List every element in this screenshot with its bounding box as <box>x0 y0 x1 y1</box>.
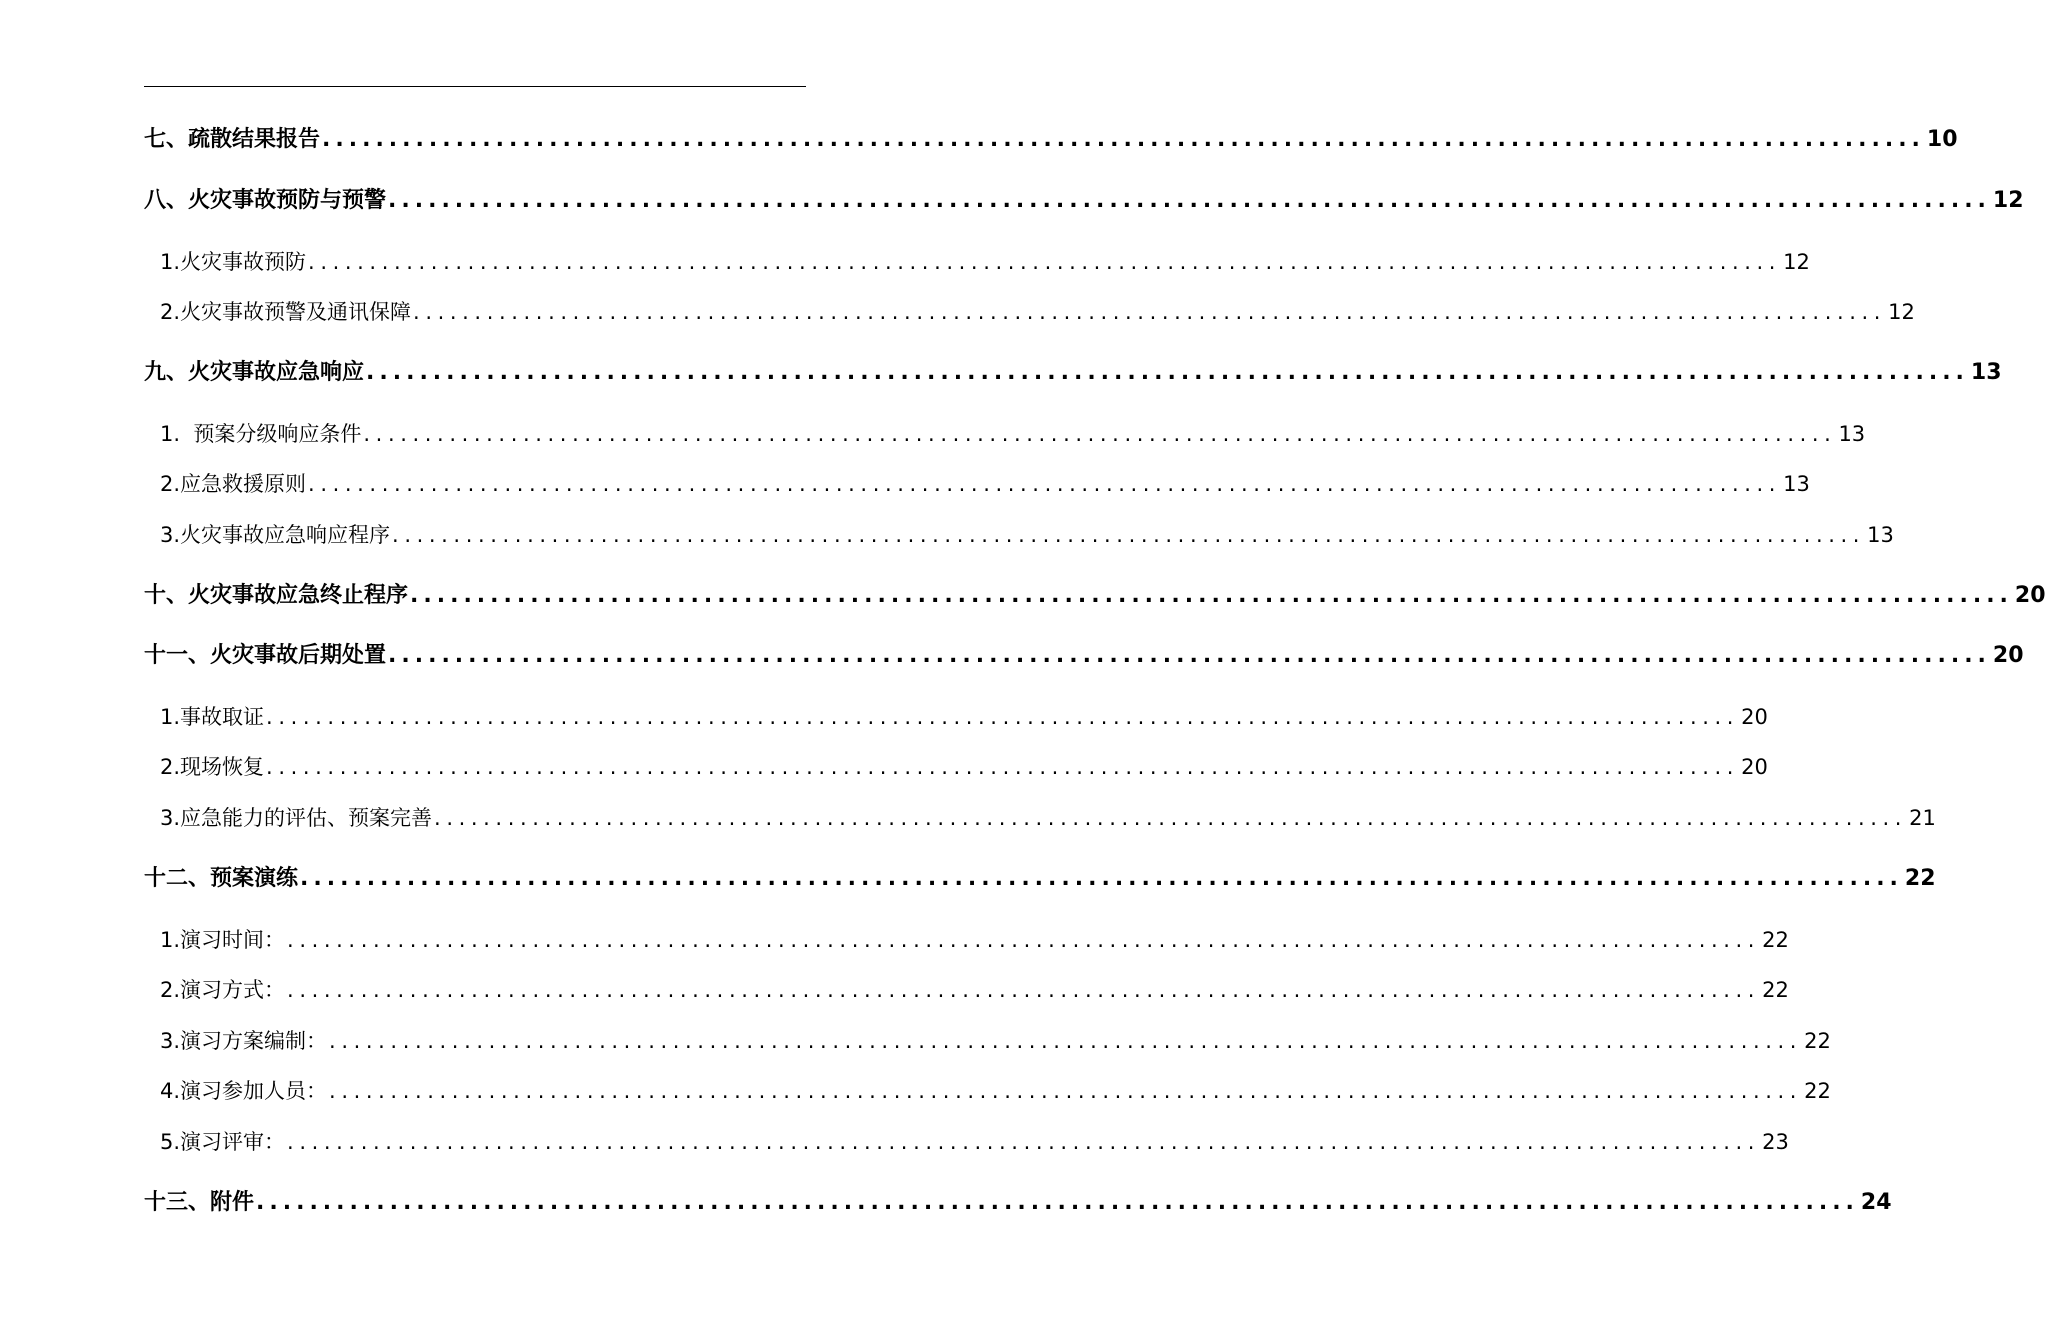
toc-entry[interactable] <box>144 581 2046 611</box>
toc-dot-leader: ........................................................................................................................ <box>329 1079 1803 1103</box>
toc-entry-label: 十一、火灾事故后期处置 <box>144 643 387 668</box>
toc-page-number: 13 <box>1970 360 2002 385</box>
toc-entry[interactable] <box>144 186 2024 216</box>
toc-entry-label: 十二、预案演练 <box>144 866 299 891</box>
toc-page-number: 20 <box>1992 643 2024 668</box>
toc-page-number: 20 <box>1741 705 1768 729</box>
toc-entry[interactable] <box>160 469 1810 499</box>
toc-dot-leader: ........................................................................................................................ <box>287 1130 1761 1154</box>
toc-entry-label: 2.火灾事故预警及通讯保障 <box>160 300 412 324</box>
toc-entry-label: 3.演习方案编制： <box>160 1029 328 1053</box>
toc-dot-leader: ........................................................................................................................ <box>363 422 1837 446</box>
toc-dot-leader: ........................................................................................................................ <box>266 755 1740 779</box>
toc-entry[interactable] <box>160 975 1789 1005</box>
toc-dot-leader: ........................................................................................................................ <box>434 806 1908 830</box>
toc-dot-leader: ........................................................................................................................ <box>308 250 1782 274</box>
toc-entry-label: 3.火灾事故应急响应程序 <box>160 523 391 547</box>
toc-entry[interactable] <box>144 125 1958 155</box>
toc-page-number: 13 <box>1838 422 1866 446</box>
toc-entry[interactable] <box>160 803 1936 833</box>
toc-dot-leader: ........................................................................................................................ <box>329 1029 1803 1053</box>
toc-entry[interactable] <box>160 1127 1789 1157</box>
toc-entry-label: 十三、附件 <box>144 1190 255 1215</box>
toc-entry-label: 七、疏散结果报告 <box>144 127 321 152</box>
toc-entry[interactable] <box>160 752 1768 782</box>
toc-entry-label: 1. 预案分级响应条件 <box>160 422 362 446</box>
toc-dot-leader: ........................................................................................................................ <box>366 360 1969 385</box>
toc-dot-leader: ........................................................................................................................ <box>287 928 1761 952</box>
toc-entry[interactable] <box>160 1076 1831 1106</box>
toc-page-number: 13 <box>1783 472 1810 496</box>
toc-dot-leader: ........................................................................................................................ <box>287 978 1761 1002</box>
toc-dot-leader: ........................................................................................................................ <box>388 643 1991 668</box>
toc-page-number: 24 <box>1860 1190 1892 1215</box>
toc-entry[interactable] <box>144 864 1936 894</box>
toc-dot-leader: ........................................................................................................................ <box>256 1190 1859 1215</box>
toc-page-number: 22 <box>1904 866 1936 891</box>
toc-entry-label: 八、火灾事故预防与预警 <box>144 188 387 213</box>
toc-entry[interactable] <box>160 297 1915 327</box>
toc-page-number: 10 <box>1926 127 1958 152</box>
toc-dot-leader: ........................................................................................................................ <box>308 472 1782 496</box>
toc-entry-label: 2.应急救援原则 <box>160 472 307 496</box>
toc-entry[interactable] <box>160 419 1866 449</box>
toc-page-number: 22 <box>1804 1079 1831 1103</box>
toc-entry[interactable] <box>160 520 1894 550</box>
toc-dot-leader: ........................................................................................................................ <box>300 866 1903 891</box>
toc-entry[interactable] <box>160 1026 1831 1056</box>
toc-entry[interactable] <box>144 1188 1892 1218</box>
toc-page-number: 21 <box>1909 806 1936 830</box>
toc-entry[interactable] <box>144 358 2002 388</box>
toc-entry-label: 1.事故取证 <box>160 705 265 729</box>
toc-page-number: 12 <box>1992 188 2024 213</box>
toc-entry[interactable] <box>144 641 2024 671</box>
toc-dot-leader: ........................................................................................................................ <box>266 705 1740 729</box>
toc-entry[interactable] <box>160 702 1768 732</box>
toc-dot-leader: ........................................................................................................................ <box>392 523 1866 547</box>
toc-entry-label: 2.现场恢复 <box>160 755 265 779</box>
toc-dot-leader: ........................................................................................................................ <box>413 300 1887 324</box>
toc-page-number: 12 <box>1888 300 1915 324</box>
toc-entry[interactable] <box>160 247 1810 277</box>
toc-dot-leader: ........................................................................................................................ <box>322 127 1925 152</box>
toc-page-number: 20 <box>1741 755 1768 779</box>
toc-page-number: 22 <box>1762 978 1789 1002</box>
toc-entry-label: 1.演习时间： <box>160 928 286 952</box>
toc-entry-label: 2.演习方式： <box>160 978 286 1002</box>
toc-dot-leader: ........................................................................................................................ <box>410 583 2013 608</box>
toc-page-number: 22 <box>1804 1029 1831 1053</box>
toc-page-number: 23 <box>1762 1130 1789 1154</box>
toc-page-number: 22 <box>1762 928 1789 952</box>
toc-entry-label: 十、火灾事故应急终止程序 <box>144 583 409 608</box>
toc-page-number: 13 <box>1867 523 1894 547</box>
toc-entry-label: 九、火灾事故应急响应 <box>144 360 365 385</box>
toc-entry-label: 3.应急能力的评估、预案完善 <box>160 806 433 830</box>
toc-dot-leader: ........................................................................................................................ <box>388 188 1991 213</box>
toc-page-number: 12 <box>1783 250 1810 274</box>
toc-entry[interactable] <box>160 925 1789 955</box>
toc-page-number: 20 <box>2014 583 2046 608</box>
toc-entry-label: 4.演习参加人员： <box>160 1079 328 1103</box>
toc-entry-label: 1.火灾事故预防 <box>160 250 307 274</box>
toc-entry-label: 5.演习评审： <box>160 1130 286 1154</box>
